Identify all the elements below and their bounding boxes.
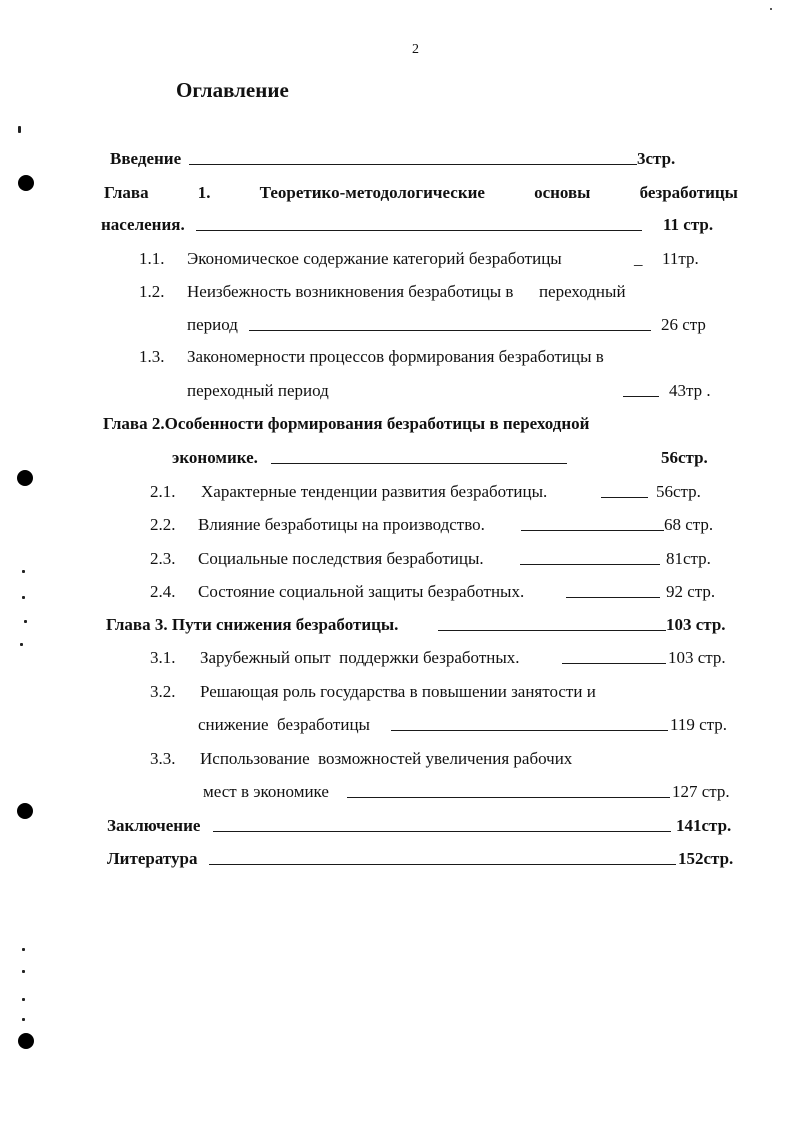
toc-leader bbox=[438, 630, 666, 631]
toc-section-number: 2.3. bbox=[150, 549, 176, 568]
binder-hole bbox=[18, 1033, 34, 1049]
toc-section-number: 1.2. bbox=[139, 282, 165, 301]
scan-speck bbox=[22, 570, 25, 573]
toc-leader bbox=[520, 564, 660, 565]
toc-section-number: 3.2. bbox=[150, 682, 176, 701]
toc-chapter-2-line2: экономике. bbox=[172, 448, 258, 467]
binder-hole bbox=[17, 803, 33, 819]
toc-section-label: Решающая роль государства в повышении занятости и bbox=[200, 682, 596, 701]
toc-section-page: 127 стр. bbox=[672, 782, 730, 801]
scan-speck bbox=[22, 948, 25, 951]
scan-speck bbox=[22, 1018, 25, 1021]
toc-leader bbox=[623, 396, 659, 397]
scan-speck bbox=[22, 970, 25, 973]
ch1-word: Теоретико-методологические bbox=[259, 183, 485, 202]
toc-section-label: Закономерности процессов формирования безработицы в bbox=[187, 347, 604, 366]
toc-section-label-cont: переходный период bbox=[187, 381, 329, 400]
toc-entry-literature-label: Литература bbox=[107, 849, 198, 868]
toc-section-label-cont: период bbox=[187, 315, 238, 334]
toc-leader bbox=[196, 230, 642, 231]
toc-leader bbox=[521, 530, 664, 531]
toc-chapter-2-line1: Глава 2.Особенности формирования безработицы в переходной bbox=[103, 414, 590, 433]
toc-entry-conclusion-label: Заключение bbox=[107, 816, 201, 835]
toc-section-number: 2.2. bbox=[150, 515, 176, 534]
toc-section-page: 68 стр. bbox=[664, 515, 714, 534]
scan-speck bbox=[18, 126, 21, 133]
binder-hole bbox=[17, 470, 33, 486]
toc-section-page: 26 стр bbox=[661, 315, 706, 334]
toc-section-label-cont: мест в экономике bbox=[203, 782, 329, 801]
ch1-word: Глава bbox=[104, 183, 149, 202]
toc-leader bbox=[209, 864, 676, 865]
toc-section-page: 92 стр. bbox=[666, 582, 716, 601]
toc-section-label: Использование возможностей увеличения рабочих bbox=[200, 749, 573, 768]
page-title: Оглавление bbox=[176, 78, 289, 102]
toc-section-page: 11тр. bbox=[662, 249, 699, 268]
toc-section-label: Социальные последствия безработицы. bbox=[198, 549, 484, 568]
toc-section-page: 119 стр. bbox=[670, 715, 728, 734]
toc-chapter-2-page: 56стр. bbox=[661, 448, 708, 467]
toc-entry-intro-label: Введение bbox=[110, 149, 182, 168]
scan-speck bbox=[24, 620, 27, 623]
toc-section-page: 103 стр. bbox=[668, 648, 726, 667]
toc-leader bbox=[601, 497, 648, 498]
scan-speck bbox=[22, 998, 25, 1001]
toc-section-number: 1.1. bbox=[139, 249, 165, 268]
toc-chapter-3-page: 103 стр. bbox=[666, 615, 726, 634]
scan-speck bbox=[770, 8, 772, 10]
scan-speck bbox=[20, 643, 23, 646]
toc-leader bbox=[347, 797, 670, 798]
toc-section-dash: _ bbox=[634, 249, 643, 268]
toc-chapter-1-line1 bbox=[104, 182, 738, 204]
toc-section-page: 56стр. bbox=[656, 482, 701, 501]
toc-section-page: 81стр. bbox=[666, 549, 711, 568]
toc-section-label: Состояние социальной защиты безработных. bbox=[198, 582, 525, 601]
toc-section-number: 3.3. bbox=[150, 749, 176, 768]
toc-section-label: Экономическое содержание категорий безработицы bbox=[187, 249, 562, 268]
toc-chapter-3-label: Глава 3. Пути снижения безработицы. bbox=[106, 615, 399, 634]
toc-leader bbox=[391, 730, 668, 731]
toc-section-page: 43тр . bbox=[669, 381, 711, 400]
toc-section-label-cont: снижение безработицы bbox=[198, 715, 370, 734]
toc-entry-intro-page: 3стр. bbox=[637, 149, 676, 168]
toc-section-number: 2.4. bbox=[150, 582, 176, 601]
ch1-word: безработицы bbox=[639, 183, 738, 202]
toc-leader bbox=[213, 831, 671, 832]
toc-section-label: Зарубежный опыт поддержки безработных. bbox=[200, 648, 520, 667]
ch1-word: 1. bbox=[197, 183, 211, 202]
toc-section-number: 1.3. bbox=[139, 347, 165, 366]
toc-leader bbox=[189, 164, 637, 165]
toc-section-label: Характерные тенденции развития безработицы. bbox=[201, 482, 548, 501]
toc-leader bbox=[249, 330, 651, 331]
page-number: 2 bbox=[412, 42, 419, 57]
toc-section-number: 2.1. bbox=[150, 482, 176, 501]
toc-section-label: Влияние безработицы на производство. bbox=[198, 515, 485, 534]
scan-speck bbox=[22, 596, 25, 599]
toc-chapter-1-line2: населения. bbox=[101, 215, 185, 234]
binder-hole bbox=[18, 175, 34, 191]
toc-leader bbox=[562, 663, 666, 664]
toc-entry-literature-page: 152стр. bbox=[678, 849, 734, 868]
toc-chapter-1-page: 11 стр. bbox=[663, 215, 714, 234]
toc-section-label: Неизбежность возникновения безработицы в переходный bbox=[187, 282, 626, 301]
toc-entry-conclusion-page: 141стр. bbox=[676, 816, 732, 835]
toc-section-number: 3.1. bbox=[150, 648, 176, 667]
toc-leader bbox=[271, 463, 567, 464]
toc-leader bbox=[566, 597, 660, 598]
ch1-word: основы bbox=[534, 183, 591, 202]
